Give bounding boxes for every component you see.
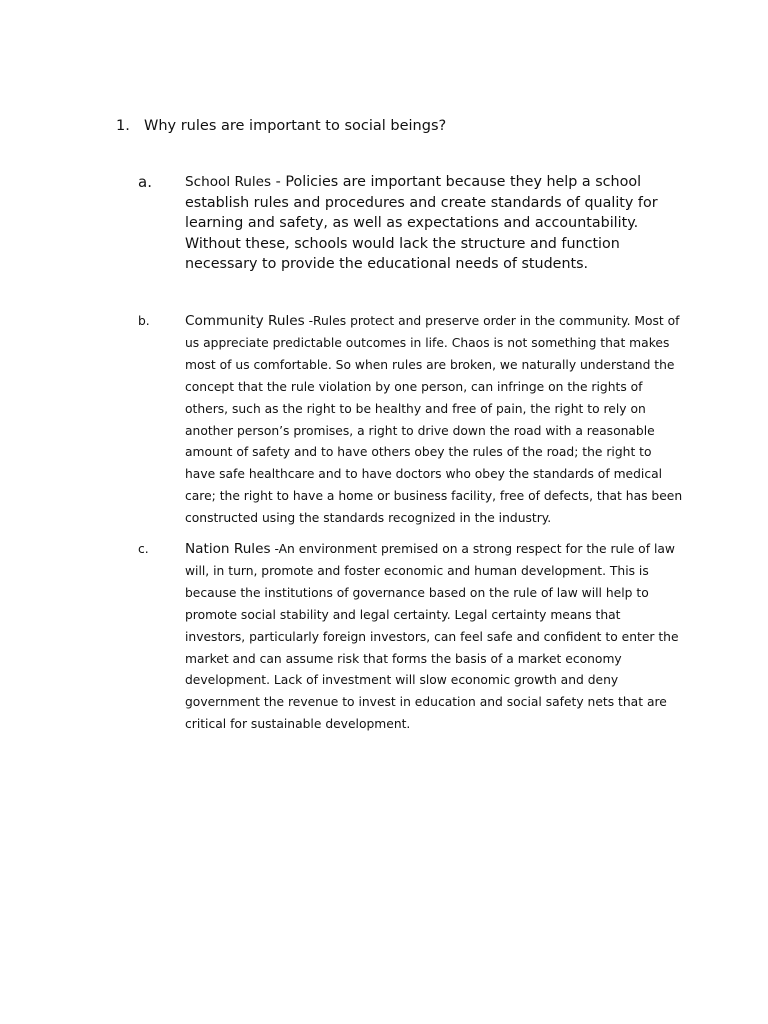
list-marker: c.	[138, 542, 149, 556]
question-heading	[116, 116, 446, 136]
list-item-body	[185, 172, 665, 275]
item-title: Community Rules	[185, 313, 305, 329]
item-title: Nation Rules	[185, 541, 271, 557]
question-text: Why rules are important to social beings?	[144, 118, 447, 134]
item-text: -Rules protect and preserve order in the community. Most of us appreciate predictable outcomes in life. Chaos is not something that makes most of us comfortable. So when rules are broken, we naturally understand the concept that the rule violation by one person, can infringe on the rights of others, such as the right to be healthy and free of pain, the right to rely on another person’s promises, a right to drive down the road with a reasonable amount of safety and to have others obey the rules of the road; the right to have safe healthcare and to have doctors who obey the standards of medical care; the right to have a home or business facility, free of defects, that has been constructed using the standards recognized in the industry.	[185, 314, 683, 526]
list-marker: b.	[138, 314, 150, 328]
item-text: - Policies are important because they help a school establish rules and procedures and create standards of quality for learning and safety, as well as expectations and accountability. Without these, schools would lack the structure and function necessary to provide the educational needs of students.	[185, 174, 658, 273]
list-marker: a.	[138, 173, 152, 191]
item-title: School Rules	[185, 174, 272, 190]
list-item-body	[185, 311, 683, 530]
question-number: 1.	[116, 118, 130, 134]
item-text: -An environment premised on a strong respect for the rule of law will, in turn, promote and foster economic and human development. This is because the institutions of governance based on the rule of law will help to promote social stability and legal certainty. Legal certainty means that investors, particularly foreign investors, can feel safe and confident to enter the market and can assume risk that forms the basis of a market economy development. Lack of investment will slow economic growth and deny government the revenue to invest in education and social safety nets that are critical for sustainable development.	[185, 542, 679, 732]
list-item-body	[185, 539, 683, 736]
